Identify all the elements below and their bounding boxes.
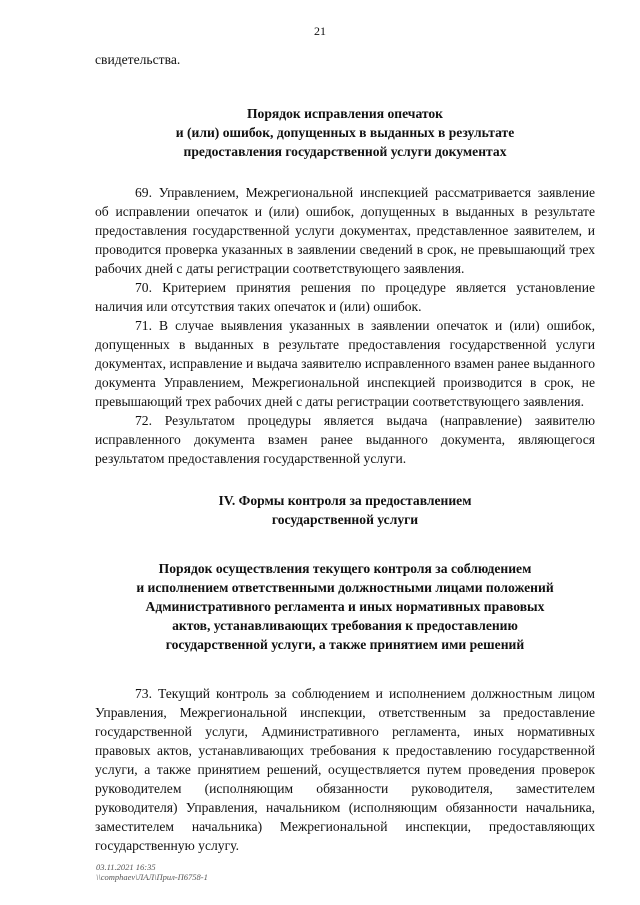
paragraph-73: 73. Текущий контроль за соблюдением и исполнением должностным лицом Управления, Межрегиональной инспекции, ответственным за предоставление государственной услуги, Административного регламента, иных нормативных правовых актов, устанавливающих требования к предоставлению государственной услуги, а также принятием решений, осуществляется путем проведения проверок руководителем (исполняющим обязанности руководителя, заместителем руководителя) Управления, начальником (исполняющим обязанности начальника, заместителем начальника) Межрегиональной инспекции, предоставляющих государственную услугу.: [95, 686, 595, 853]
paragraph-group-2: [95, 684, 595, 855]
page-number: 21: [314, 24, 326, 38]
continuation-text: свидетельства.: [95, 52, 181, 67]
paragraph-69: 69. Управлением, Межрегиональной инспекцией рассматривается заявление об исправлении опечаток и (или) ошибок, допущенных в выданных в результате предоставления государственной услуги документах, представленное заявителем, и проводится проверка указанных в заявлении сведений в срок, не превышающий трех рабочих дней с даты регистрации соответствующего заявления.: [95, 185, 595, 276]
footer-file-path: \\comphaev\ЛАЛ\Прил-П6758-1: [96, 872, 208, 882]
paragraph-group-1: [95, 183, 595, 468]
paragraph-71: 71. В случае выявления указанных в заявлении опечаток и (или) ошибок, допущенных в выданных в результате предоставления государственной услуги документах, исправление и выдача заявителю исправленного взамен ранее выданного документа Управлением, Межрегиональной инспекцией производится в срок, не превышающий трех рабочих дней с даты регистрации соответствующего заявления.: [95, 318, 595, 409]
paragraph-72: 72. Результатом процедуры является выдача (направление) заявителю исправленного документа взамен ранее выданного документа, являющегося результатом предоставления государственной услуги.: [95, 413, 595, 466]
section-heading-control-forms: IV. Формы контроля за предоставлением государственной услуги: [218, 493, 472, 527]
document-footer: [96, 862, 208, 882]
section-heading-current-control: Порядок осуществления текущего контроля за соблюдением и исполнением ответственными должностными лицами положений Административного регламента и иных нормативных правовых актов, устанавливающих требования к предоставлению государственной услуги, а также принятием ими решений: [136, 561, 554, 652]
document-body: [95, 50, 595, 855]
footer-timestamp: 03.11.2021 16:35: [96, 862, 156, 872]
section-heading-corrections: Порядок исправления опечаток и (или) ошибок, допущенных в выданных в результате предоставления государственной услуги документах: [175, 106, 515, 159]
paragraph-70: 70. Критерием принятия решения по процедуре является установление наличия или отсутствия таких опечаток и (или) ошибок.: [95, 280, 595, 314]
